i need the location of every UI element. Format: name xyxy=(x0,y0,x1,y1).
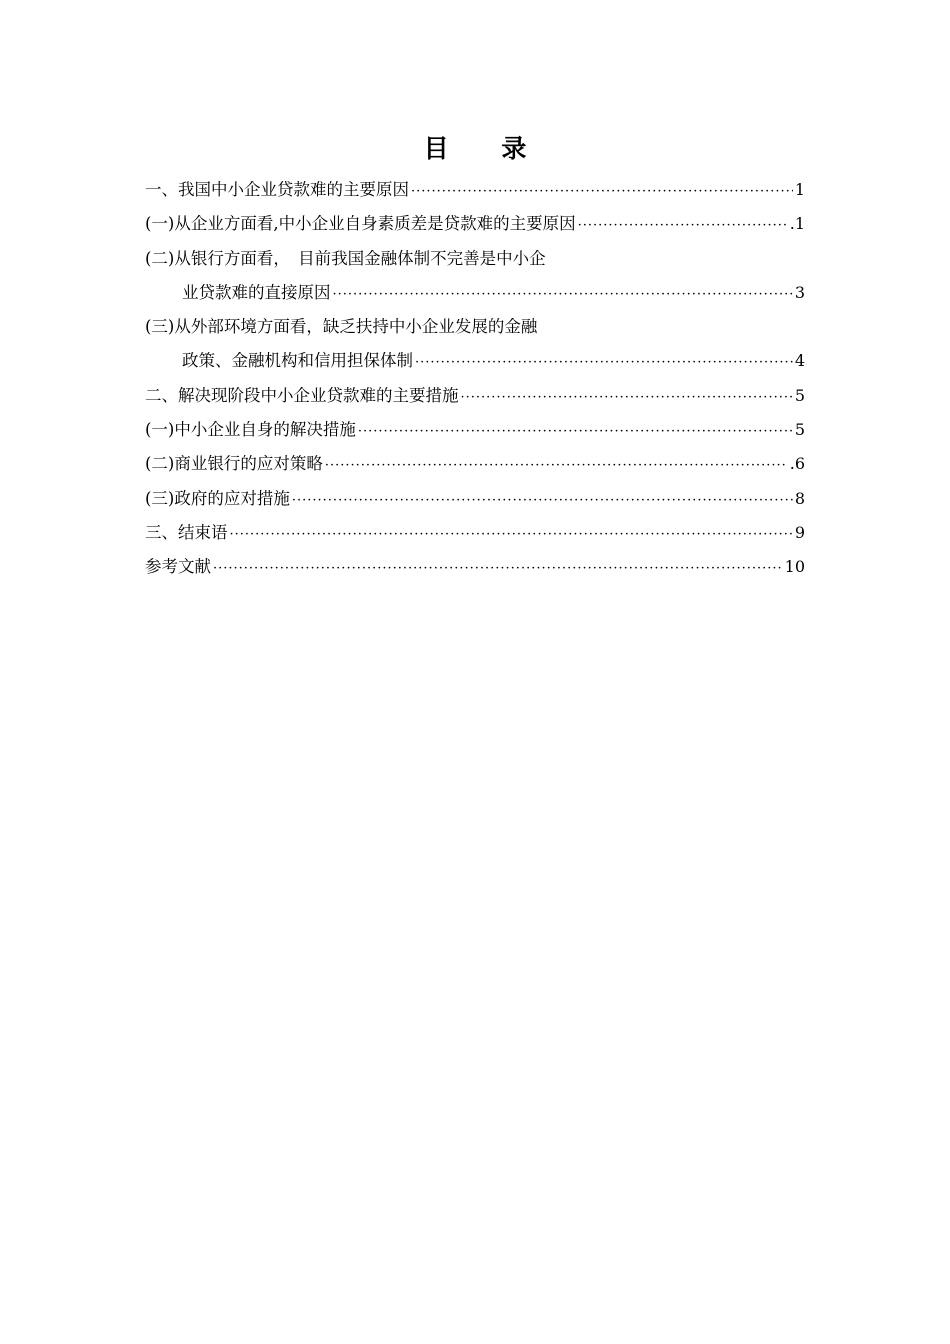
toc-dot-leader xyxy=(578,209,788,243)
toc-title: 目 录 xyxy=(423,134,549,163)
toc-entry-text: 二、解决现阶段中小企业贷款难的主要措施 xyxy=(145,385,459,405)
toc-dot-leader xyxy=(333,278,793,312)
toc-dot-leader xyxy=(292,484,793,518)
toc-entry[interactable] xyxy=(145,413,805,447)
toc-dot-leader xyxy=(461,381,793,415)
toc-entry-text: (二)从银行方面看， 目前我国金融体制不完善是中小企 xyxy=(145,248,546,268)
toc-dot-leader xyxy=(415,346,793,380)
toc-entry[interactable] xyxy=(145,207,805,241)
toc-entry-text: (二)商业银行的应对策略 xyxy=(145,454,323,474)
toc-page-number: 5 xyxy=(794,385,805,405)
toc-entry-text: 三、结束语 xyxy=(145,522,228,542)
toc-entry-text: (一)中小企业自身的解决措施 xyxy=(145,420,356,440)
toc-page-number: 5 xyxy=(794,420,805,440)
toc-entry[interactable] xyxy=(145,516,805,550)
toc-entry-text: (三)政府的应对措施 xyxy=(145,488,290,508)
toc-entry-text: 政策、金融机构和信用担保体制 xyxy=(182,351,413,371)
toc-list xyxy=(145,173,805,585)
toc-entry-text: (三)从外部环境方面看，缺乏扶持中小企业发展的金融 xyxy=(145,317,538,337)
toc-dot-leader xyxy=(213,552,783,586)
toc-entry[interactable] xyxy=(145,379,805,413)
toc-dot-leader xyxy=(230,518,793,552)
toc-entry-text: 参考文献 xyxy=(145,557,211,577)
toc-page-number: 8 xyxy=(794,488,805,508)
toc-dot-leader xyxy=(358,415,793,449)
toc-entry[interactable] xyxy=(145,550,805,584)
toc-page-number: 9 xyxy=(794,522,805,542)
toc-entry-text: 业贷款难的直接原因 xyxy=(182,282,331,302)
toc-page-number: .1 xyxy=(789,214,805,234)
toc-entry[interactable] xyxy=(145,173,805,207)
toc-entry[interactable] xyxy=(145,242,805,276)
toc-entry[interactable] xyxy=(145,310,805,344)
toc-entry[interactable] xyxy=(145,276,805,310)
toc-page-number: 4 xyxy=(794,351,805,371)
toc-page-number: 1 xyxy=(794,180,805,199)
toc-entry[interactable] xyxy=(145,447,805,481)
toc-entry-text: (一)从企业方面看,中小企业自身素质差是贷款难的主要原因 xyxy=(145,214,576,234)
toc-entry-text: 一、我国中小企业贷款难的主要原因 xyxy=(145,180,409,199)
toc-page-number: .6 xyxy=(789,454,805,474)
toc-dot-leader xyxy=(325,449,788,483)
toc-entry[interactable] xyxy=(145,482,805,516)
toc-dot-leader xyxy=(411,175,793,209)
toc-page-number: 10 xyxy=(784,557,805,577)
toc-page-number: 3 xyxy=(794,282,805,302)
toc-entry[interactable] xyxy=(145,344,805,378)
